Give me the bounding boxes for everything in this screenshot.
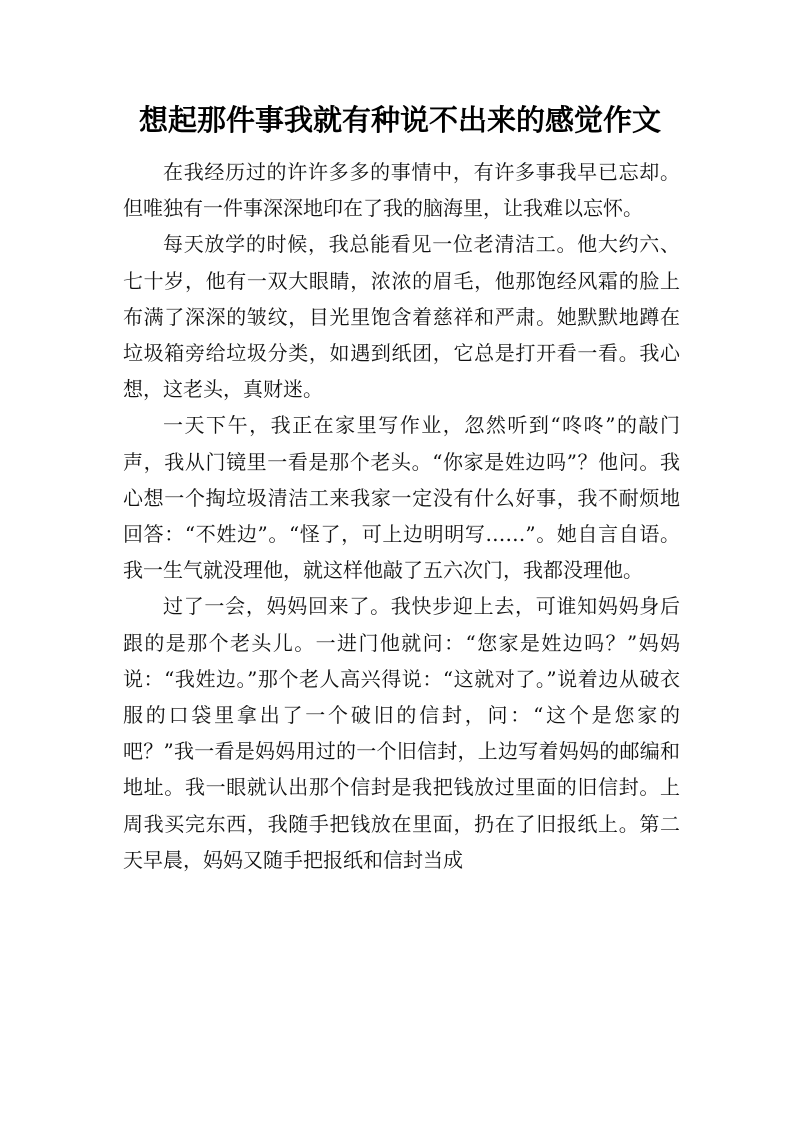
paragraph: 每天放学的时候，我总能看见一位老清洁工。他大约六、七十岁，他有一双大眼睛，浓浓的眉毛，他那饱经风霜的脸上布满了深深的皱纹，目光里饱含着慈祥和严肃。她默默地蹲在垃圾箱旁给垃圾分类，如遇到纸团，它总是打开看一看。我心想，这老头，真财迷。 (123, 232, 680, 402)
document-body (123, 154, 680, 878)
document-title: 想起那件事我就有种说不出来的感觉作文 (138, 103, 661, 137)
paragraph: 在我经历过的许许多多的事情中，有许多事我早已忘却。但唯独有一件事深深地印在了我的脑海里，让我难以忘怀。 (123, 160, 680, 221)
paragraph: 一天下午，我正在家里写作业，忽然听到“咚咚”的敲门声，我从门镜里一看是那个老头。“你家是姓边吗”？他问。我心想一个掏垃圾清洁工来我家一定没有什么好事，我不耐烦地回答：“不姓边”。“怪了，可上边明明写……”。她自言自语。我一生气就没理他，就这样他敲了五六次门，我都没理他。 (123, 413, 680, 583)
paragraph: 过了一会，妈妈回来了。我快步迎上去，可谁知妈妈身后跟的是那个老头儿。一进门他就问：“您家是姓边吗？”妈妈说：“我姓边。”那个老人高兴得说：“这就对了。”说着边从破衣服的口袋里拿出了一个破旧的信封，问：“这个是您家的吧？”我一看是妈妈用过的一个旧信封，上边写着妈妈的邮编和地址。我一眼就认出那个信封是我把钱放过里面的旧信封。上周我买完东西，我随手把钱放在里面，扔在了旧报纸上。第二天早晨，妈妈又随手把报纸和信封当成 (123, 594, 680, 872)
